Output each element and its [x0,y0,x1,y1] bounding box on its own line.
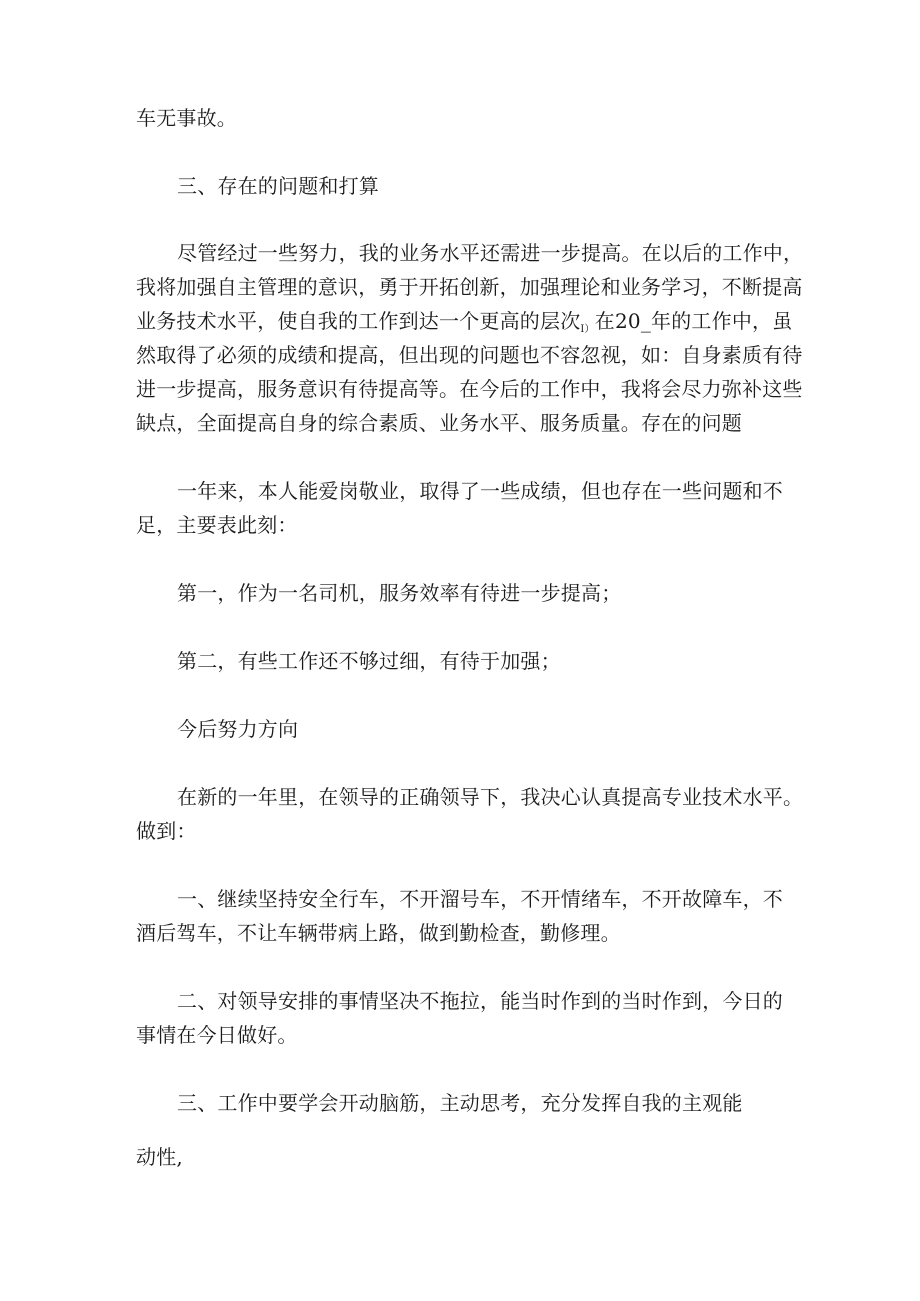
paragraph-line: 一年来，本人能爱岗敬业，取得了一些成绩，但也存在一些问题和不 [177,479,783,503]
paragraph-line: 三、工作中要学会开动脑筋，主动思考，充分发挥自我的主观能 [177,1091,743,1115]
paragraph-text: 在20_年的工作中，虽 [594,309,793,333]
paragraph-line: 第一，作为一名司机，服务效率有待进一步提高； [177,581,622,605]
section-heading: 今后努力方向 [177,717,299,741]
paragraph-line: 一、继续坚持安全行车，不开溜号车，不开情绪车，不开故障车，不 [177,887,783,911]
paragraph-line: 我将加强自主管理的意识，勇于开拓创新，加强理论和业务学习，不断提高 [136,275,803,299]
paragraph-line: 缺点，全面提高自身的综合素质、业务水平、服务质量。存在的问题 [136,411,742,435]
paragraph-line: 酒后驾车，不让车辆带病上路，做到勤检查，勤修理。 [136,921,621,945]
paragraph-line: 尽管经过一些努力，我的业务水平还需进一步提高。在以后的工作中， [177,241,804,265]
paragraph-line: 然取得了必须的成绩和提高，但出现的问题也不容忽视，如：自身素质有待 [136,343,803,367]
paragraph-text: 业务技术水平，使自我的工作到达一个更高的层次 [136,309,581,333]
paragraph-fragment: 车无事故。 [136,106,237,130]
ocr-mark: I） [580,324,595,335]
paragraph-line: 动性, [136,1145,183,1169]
paragraph-line: 进一步提高，服务意识有待提高等。在今后的工作中，我将会尽力弥补这些 [136,377,803,401]
paragraph-line: 做到： [136,819,197,843]
paragraph-line: 足，主要表此刻： [136,513,298,537]
paragraph-line [136,307,793,340]
paragraph-line: 事情在今日做好。 [136,1023,298,1047]
paragraph-line: 在新的一年里，在领导的正确领导下，我决心认真提高专业技术水平。 [177,785,804,809]
paragraph-line: 二、对领导安排的事情坚决不拖拉，能当时作到的当时作到，今日的 [177,989,783,1013]
section-heading: 三、存在的问题和打算 [177,174,379,198]
paragraph-line: 第二，有些工作还不够过细，有待于加强； [177,649,561,673]
